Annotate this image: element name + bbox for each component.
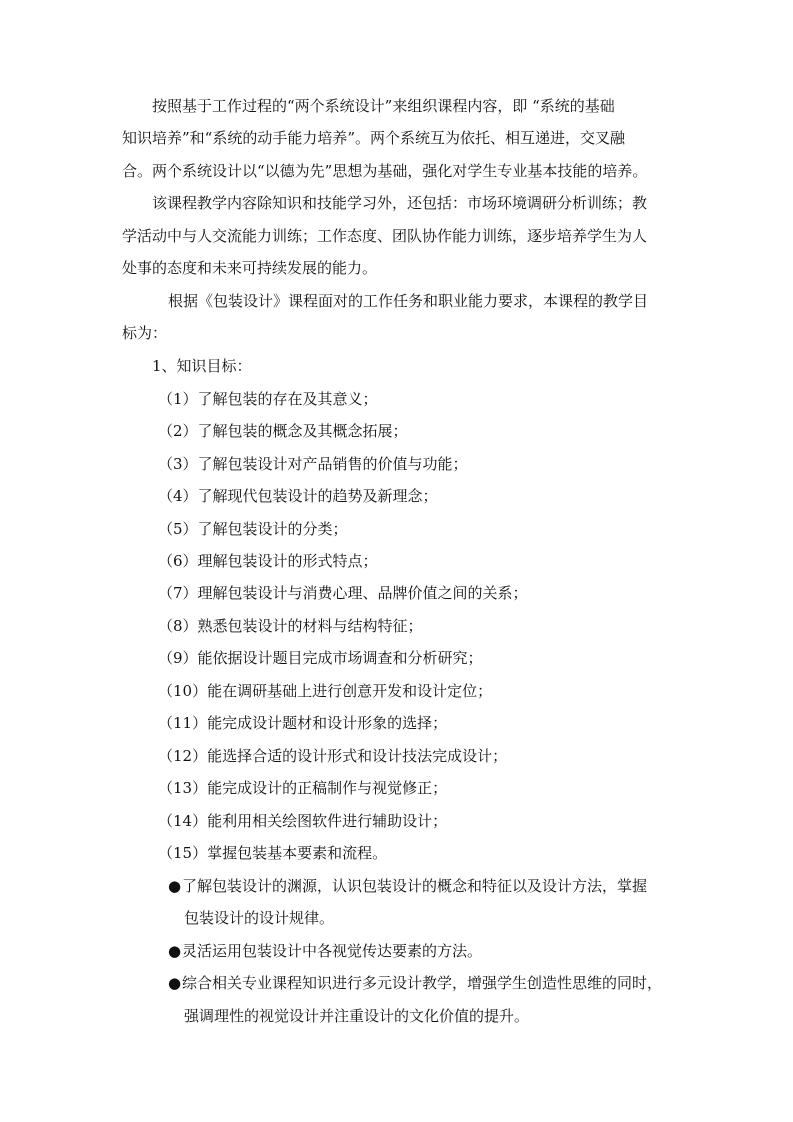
paragraph-1-line-3: 合。两个系统设计以“以德为先”思想为基础，强化对学生专业基本技能的培养。 xyxy=(122,162,648,180)
bullet-icon: ● xyxy=(168,942,182,960)
bullet-text: 灵活运用包装设计中各视觉传达要素的方法。 xyxy=(182,942,483,960)
paragraph-3-line-2: 标为： xyxy=(122,324,168,342)
list-item: （8）熟悉包装设计的材料与结构特征； xyxy=(158,617,423,635)
list-item: （2）了解包装的概念及其概念拓展； xyxy=(158,422,408,440)
bullet-item xyxy=(168,973,662,993)
bullet-icon: ● xyxy=(168,877,182,895)
section-heading: 1、知识目标： xyxy=(152,357,252,375)
paragraph-2-line-2: 学活动中与人交流能力训练；工作态度、团队协作能力训练，逐步培养学生为人 xyxy=(122,227,648,245)
list-item: （4）了解现代包装设计的趋势及新理念； xyxy=(158,487,438,505)
list-item: （3）了解包装设计对产品销售的价值与功能； xyxy=(158,455,468,473)
bullet-item xyxy=(168,941,482,961)
list-item: （11）能完成设计题材和设计形象的选择； xyxy=(158,714,448,732)
list-item: （6）理解包装设计的形式特点； xyxy=(158,552,378,570)
bullet-text: 了解包装设计的渊源，认识包装设计的概念和特征以及设计方法，掌握 xyxy=(182,877,648,895)
list-item: （13）能完成设计的正稿制作与视觉修正； xyxy=(158,779,448,797)
paragraph-1-line-2: 知识培养”和“系统的动手能力培养”。两个系统互为依托、相互递进，交叉融 xyxy=(122,129,626,147)
list-item: （7）理解包装设计与消费心理、品牌价值之间的关系； xyxy=(158,584,528,602)
bullet-item xyxy=(168,876,647,896)
paragraph-2-line-1: 该课程教学内容除知识和技能学习外，还包括：市场环境调研分析训练；教 xyxy=(152,194,648,212)
paragraph-1-line-1: 按照基于工作过程的“两个系统设计”来组织课程内容，即 “系统的基础 xyxy=(152,97,615,115)
paragraph-2-line-3: 处事的态度和未来可持续发展的能力。 xyxy=(122,259,378,277)
list-item: （15）掌握包装基本要素和流程。 xyxy=(158,844,388,862)
bullet-text: 综合相关专业课程知识进行多元设计教学，增强学生创造性思维的同时， xyxy=(182,974,663,992)
bullet-icon: ● xyxy=(168,974,182,992)
paragraph-3-line-1: 根据《包装设计》课程面对的工作任务和职业能力要求，本课程的教学目 xyxy=(168,292,649,310)
list-item: （5）了解包装设计的分类； xyxy=(158,520,348,538)
bullet-continuation: 包装设计的设计规律。 xyxy=(184,909,335,927)
bullet-continuation: 强调理性的视觉设计并注重设计的文化价值的提升。 xyxy=(184,1007,530,1025)
list-item: （14）能利用相关绘图软件进行辅助设计； xyxy=(158,812,448,830)
list-item: （12）能选择合适的设计形式和设计技法完成设计； xyxy=(158,747,508,765)
list-item: （10）能在调研基础上进行创意开发和设计定位； xyxy=(158,682,493,700)
list-item: （1）了解包装的存在及其意义； xyxy=(158,390,378,408)
list-item: （9）能依据设计题目完成市场调查和分析研究； xyxy=(158,649,483,667)
